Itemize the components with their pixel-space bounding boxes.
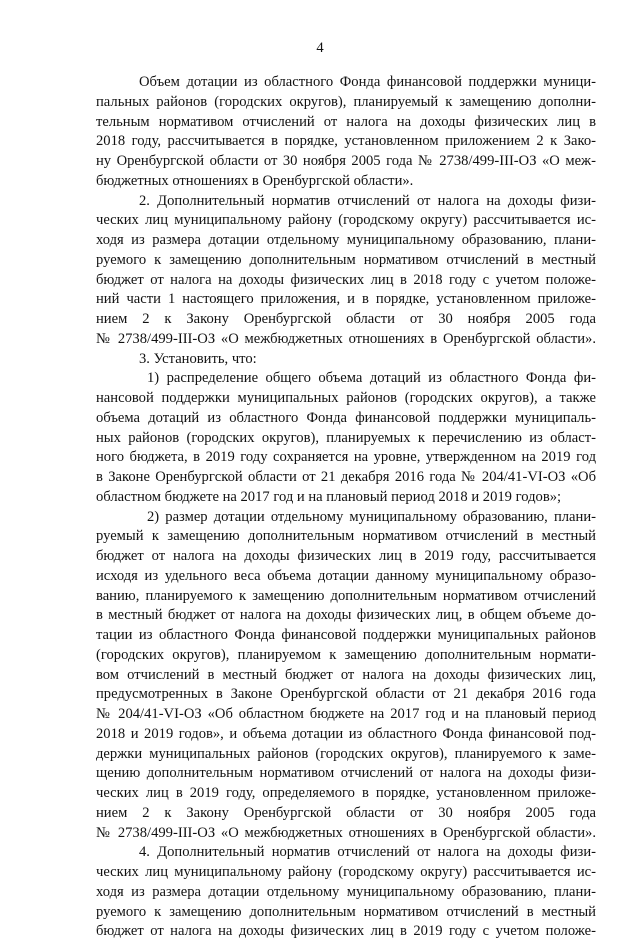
text-line: Объем дотации из областного Фонда финансовой поддержки муници- xyxy=(139,74,596,90)
text-line: руемый к замещению дополнительным нормативом отчислений в местный xyxy=(96,528,596,545)
text-line: пальных районов (городских округов), планируемый к замещению дополни- xyxy=(96,93,596,110)
text-line: в местный бюджет от налога на доходы физических лиц, в общем объеме до- xyxy=(96,607,596,624)
text-line: нием 2 к Закону Оренбургской области от 30 ноября 2005 года xyxy=(96,311,596,327)
text-line: № 2738/499-III-ОЗ «О межбюджетных отношениях в Оренбургской области». xyxy=(96,824,596,841)
text-line: № 204/41-VI-ОЗ «Об областном бюджете на 2017 год и на плановый период xyxy=(96,706,596,722)
text-line: 1) распределение общего объема дотаций из областного Фонда фи- xyxy=(147,370,596,387)
text-line: ний части 1 настоящего приложения, и в порядке, установленном приложе- xyxy=(96,291,596,308)
text-line: щению дополнительным нормативом отчислений от налога на доходы физи- xyxy=(96,765,596,782)
text-line: тельным нормативом отчислений от налога на доходы физических лиц в xyxy=(96,113,596,130)
text-line: 4. Дополнительный норматив отчислений от налога на доходы физи- xyxy=(139,844,596,861)
text-line: бюджетных отношениях в Оренбургской области». xyxy=(96,172,414,189)
text-line: вом отчислений в местный бюджет от налога на доходы физических лиц, xyxy=(96,666,596,683)
text-line: 2018 году, рассчитывается в порядке, установленном приложением 2 к Зако- xyxy=(96,133,596,150)
text-line: 2. Дополнительный норматив отчислений от налога на доходы физи- xyxy=(139,192,596,209)
text-line: бюджет от налога на доходы физических лиц в 2019 году, рассчитывается xyxy=(96,548,596,564)
text-line: ного бюджета, в 2019 году сохраняется на уровне, утвержденном на 2019 год xyxy=(96,449,596,466)
text-line: нием 2 к Закону Оренбургской области от 30 ноября 2005 года xyxy=(96,804,596,821)
text-line: ходя из размера дотации отдельному муниципальному образованию, плани- xyxy=(96,883,596,900)
text-line: (городских округов), планируемом к замещению дополнительным нормати- xyxy=(96,646,596,663)
text-line: руемого к замещению дополнительным нормативом отчислений в местный xyxy=(96,903,596,920)
text-line: 3. Установить, что: xyxy=(139,350,257,367)
text-line: предусмотренных в Законе Оренбургской области от 21 декабря 2016 года xyxy=(96,686,596,703)
text-line: ческих лиц муниципальному району (городскому округу) рассчитывается ис- xyxy=(96,864,596,880)
text-line: руемого к замещению дополнительным нормативом отчислений в местный xyxy=(96,251,596,268)
text-line: 2) размер дотации отдельному муниципальному образованию, плани- xyxy=(147,508,596,525)
text-line: ну Оренбургской области от 30 ноября 2005 года № 2738/499-III-ОЗ «О меж- xyxy=(96,153,596,169)
text-line: ванию, планируемого к замещению дополнительным нормативом отчислений xyxy=(96,587,596,604)
text-line: № 2738/499-III-ОЗ «О межбюджетных отношениях в Оренбургской области». xyxy=(96,330,596,347)
text-line: областном бюджете на 2017 год и на плановый период 2018 и 2019 годов»; xyxy=(96,488,562,505)
text-line: ческих лиц муниципальному району (городскому округу) рассчитывается ис- xyxy=(96,212,596,229)
text-line: 2018 и 2019 годов», и объема дотации из областного Фонда финансовой под- xyxy=(96,725,596,742)
text-line: ческих лиц в 2019 году, определяемого в порядке, установленном приложе- xyxy=(96,785,596,801)
text-line: держки муниципальных районов (городских округов), планируемого к заме- xyxy=(96,745,596,762)
text-line: тации из областного Фонда финансовой поддержки муниципальных районов xyxy=(96,627,596,643)
text-line: ных районов (городских округов), планируемых к перечислению из област- xyxy=(96,429,596,446)
text-line: бюджет от налога на доходы физических лиц в 2018 году с учетом положе- xyxy=(96,271,596,288)
text-line: объема дотаций из областного Фонда финансовой поддержки муниципаль- xyxy=(96,409,596,426)
page-number: 4 xyxy=(316,40,324,56)
text-line: ходя из размера дотации отдельному муниципальному образованию, плани- xyxy=(96,232,596,248)
text-line: нансовой поддержки муниципальных районов (городских округов), а также xyxy=(96,390,596,406)
text-line: в Законе Оренбургской области от 21 декабря 2016 года № 204/41-VI-ОЗ «Об xyxy=(96,469,596,485)
text-line: бюджет от налога на доходы физических лиц в 2019 году с учетом положе- xyxy=(96,923,596,940)
text-line: исходя из удельного веса объема дотации данному муниципальному образо- xyxy=(96,567,596,584)
